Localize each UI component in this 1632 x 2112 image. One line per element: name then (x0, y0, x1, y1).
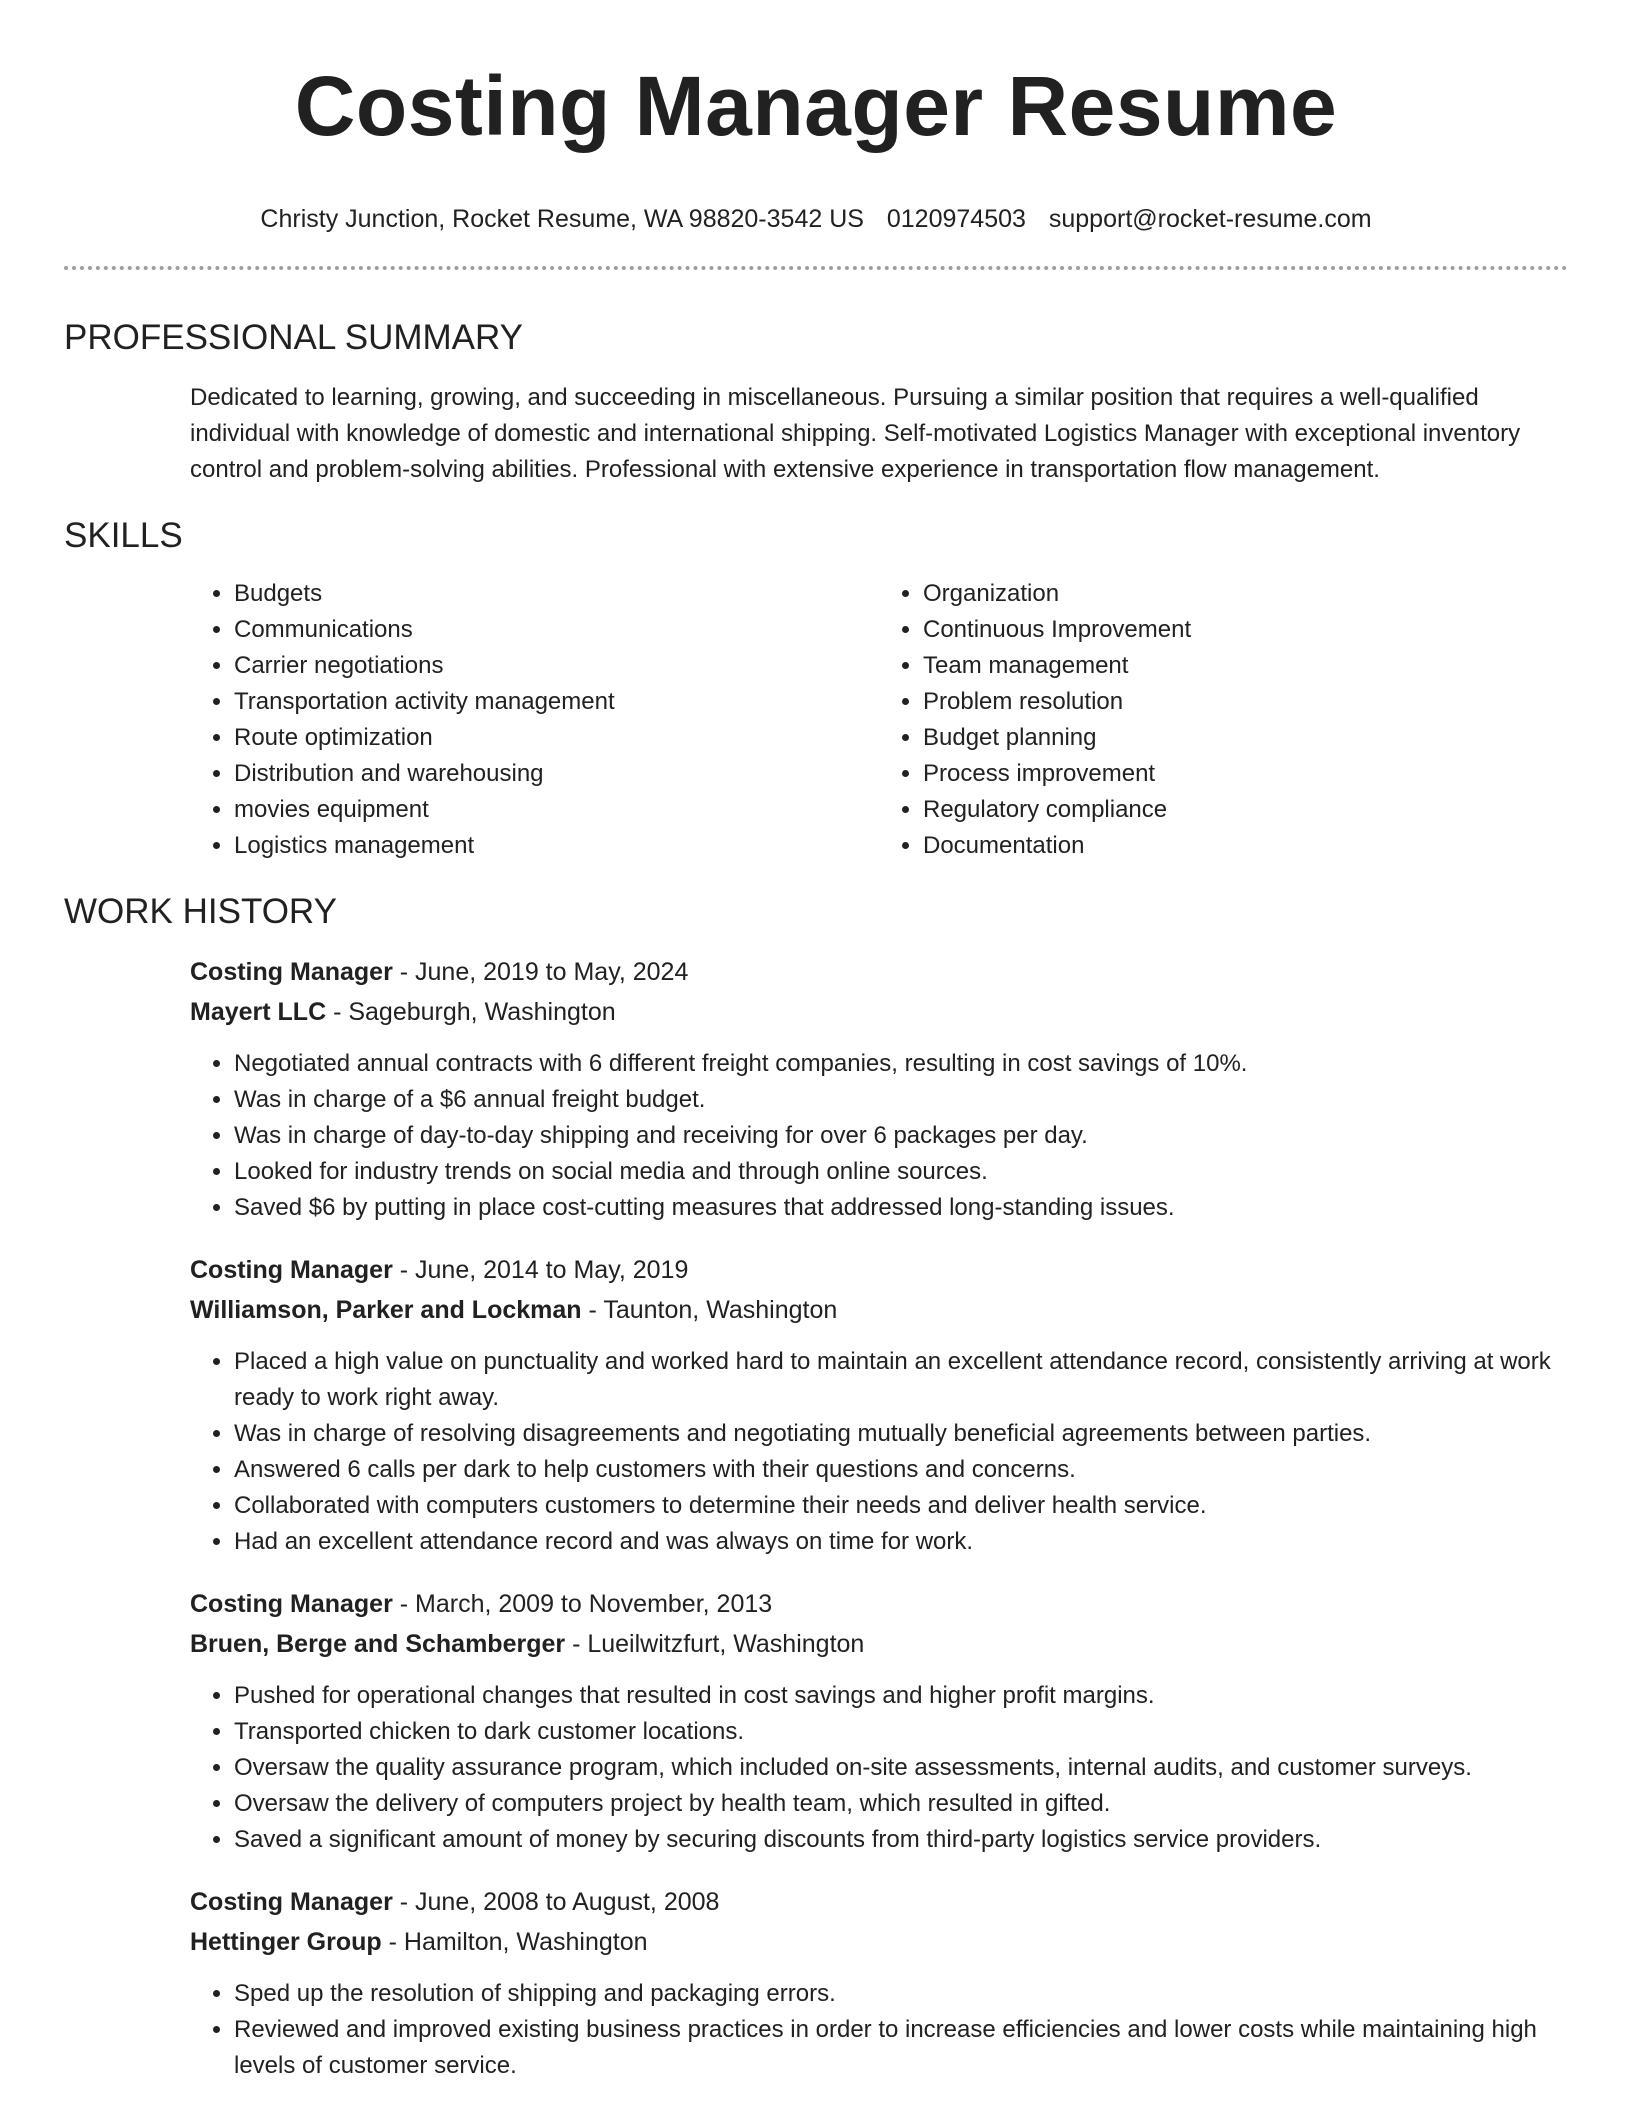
skill-item: • Problem resolution (923, 684, 1568, 720)
skill-item: • Continuous Improvement (923, 612, 1568, 648)
job-dates: - June, 2008 to August, 2008 (392, 1888, 720, 1916)
work-history-section (64, 890, 1568, 2084)
job-title: Costing Manager (190, 1590, 393, 1618)
skill-item: • Documentation (923, 828, 1568, 864)
job-company-line (190, 1922, 1568, 1962)
job-bullet: • Transported chicken to dark customer locations. (234, 1714, 1568, 1750)
skill-item: • Communications (234, 612, 879, 648)
skill-item: • Budget planning (923, 720, 1568, 756)
skills-section (64, 514, 1568, 864)
job-entry (190, 1882, 1568, 2084)
job-company: Bruen, Berge and Schamberger (190, 1630, 566, 1658)
contact-line (64, 202, 1568, 236)
job-bullet: • Pushed for operational changes that resulted in cost savings and higher profit margins. (234, 1678, 1568, 1714)
job-title-line (190, 1584, 1568, 1624)
job-bullet: • Placed a high value on punctuality and worked hard to maintain an excellent attendance record, consistently arriving at work ready to work right away. (234, 1344, 1568, 1416)
job-company: Williamson, Parker and Lockman (190, 1296, 582, 1324)
skill-item: • Transportation activity management (234, 684, 879, 720)
skill-item: • Distribution and warehousing (234, 756, 879, 792)
job-title: Costing Manager (190, 1256, 393, 1284)
job-title: Costing Manager (190, 958, 393, 986)
job-bullets (190, 1678, 1568, 1858)
job-bullet: • Had an excellent attendance record and was always on time for work. (234, 1524, 1568, 1560)
job-bullet: • Sped up the resolution of shipping and packaging errors. (234, 1976, 1568, 2012)
header-divider (64, 266, 1568, 270)
skills-list-right (879, 576, 1568, 864)
skills-list-left (190, 576, 879, 864)
job-location: - Hamilton, Washington (381, 1928, 648, 1956)
job-bullet: • Negotiated annual contracts with 6 different freight companies, resulting in cost savings of 10%. (234, 1046, 1568, 1082)
job-bullet: • Was in charge of resolving disagreements and negotiating mutually beneficial agreements between parties. (234, 1416, 1568, 1452)
job-company: Hettinger Group (190, 1928, 382, 1956)
job-bullet: • Saved $6 by putting in place cost-cutting measures that addressed long-standing issues. (234, 1190, 1568, 1226)
summary-text: Dedicated to learning, growing, and succeeding in miscellaneous. Pursuing a similar position that requires a well-qualified individual with knowledge of domestic and international shipping. Self-motivated Logistics Manager with exceptional inventory control and problem-solving abilities. Professional with extensive experience in transportation flow management. (190, 384, 1521, 483)
job-company-line (190, 992, 1568, 1032)
job-location: - Sageburgh, Washington (326, 998, 616, 1026)
skill-item: • Team management (923, 648, 1568, 684)
resume-title: Costing Manager Resume (294, 59, 1338, 153)
job-title-line (190, 952, 1568, 992)
job-location: - Lueilwitzfurt, Washington (565, 1630, 865, 1658)
job-bullet: • Was in charge of a $6 annual freight budget. (234, 1082, 1568, 1118)
job-dates: - June, 2019 to May, 2024 (392, 958, 689, 986)
job-dates: - March, 2009 to November, 2013 (392, 1590, 773, 1618)
job-bullet: • Oversaw the delivery of computers project by health team, which resulted in gifted. (234, 1786, 1568, 1822)
contact-email: support@rocket-resume.com (1048, 205, 1372, 233)
job-bullet: • Answered 6 calls per dark to help customers with their questions and concerns. (234, 1452, 1568, 1488)
job-dates: - June, 2014 to May, 2019 (392, 1256, 689, 1284)
skill-item: • Regulatory compliance (923, 792, 1568, 828)
skills-heading: SKILLS (64, 516, 183, 555)
skill-item: • movies equipment (234, 792, 879, 828)
summary-heading: PROFESSIONAL SUMMARY (64, 318, 523, 357)
job-bullet: • Collaborated with computers customers to determine their needs and deliver health service. (234, 1488, 1568, 1524)
summary-section (64, 316, 1568, 488)
skill-item: • Route optimization (234, 720, 879, 756)
job-entry (190, 1250, 1568, 1560)
job-bullets (190, 1976, 1568, 2084)
job-bullet: • Reviewed and improved existing business practices in order to increase efficiencies and lower costs while maintaining high levels of customer service. (234, 2012, 1568, 2084)
job-title-line (190, 1250, 1568, 1290)
job-location: - Taunton, Washington (581, 1296, 838, 1324)
contact-address: Christy Junction, Rocket Resume, WA 98820-3542 US (260, 205, 864, 233)
jobs-list (190, 952, 1568, 2084)
contact-phone: 0120974503 (886, 205, 1026, 233)
job-title-line (190, 1882, 1568, 1922)
job-bullet: • Looked for industry trends on social media and through online sources. (234, 1154, 1568, 1190)
job-bullet: • Was in charge of day-to-day shipping and receiving for over 6 packages per day. (234, 1118, 1568, 1154)
skill-item: • Budgets (234, 576, 879, 612)
job-title: Costing Manager (190, 1888, 393, 1916)
skill-item: • Logistics management (234, 828, 879, 864)
job-bullets (190, 1344, 1568, 1560)
job-company-line (190, 1624, 1568, 1664)
job-company-line (190, 1290, 1568, 1330)
skill-item: • Process improvement (923, 756, 1568, 792)
skills-columns (190, 576, 1568, 864)
skill-item: • Organization (923, 576, 1568, 612)
job-entry (190, 1584, 1568, 1858)
job-entry (190, 952, 1568, 1226)
job-bullet: • Saved a significant amount of money by securing discounts from third-party logistics service providers. (234, 1822, 1568, 1858)
job-company: Mayert LLC (190, 998, 327, 1026)
work-history-heading: WORK HISTORY (64, 892, 337, 931)
skill-item: • Carrier negotiations (234, 648, 879, 684)
job-bullets (190, 1046, 1568, 1226)
job-bullet: • Oversaw the quality assurance program, which included on-site assessments, internal audits, and customer surveys. (234, 1750, 1568, 1786)
